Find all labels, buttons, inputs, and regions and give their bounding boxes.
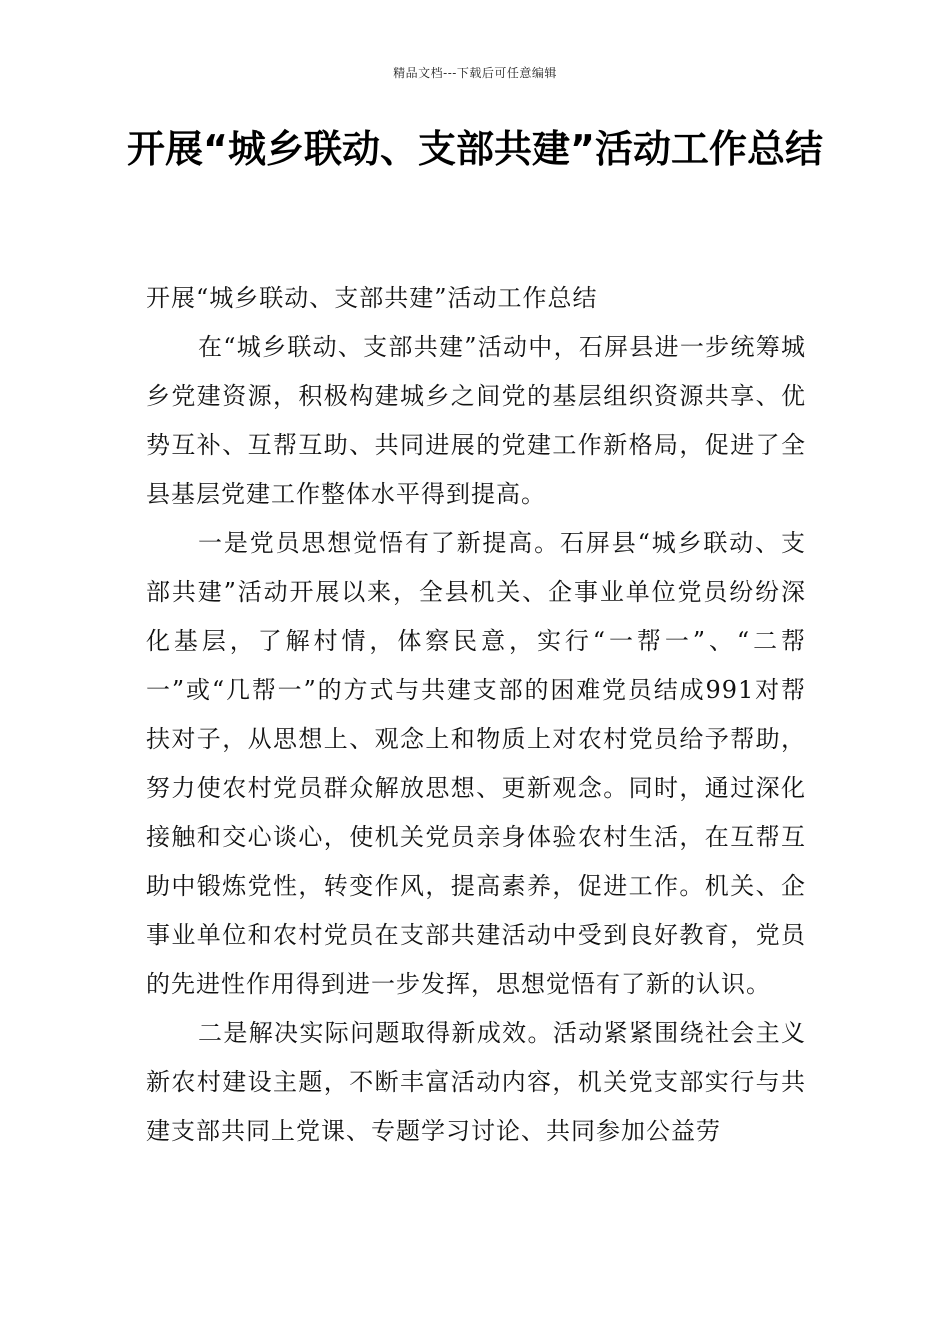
header-note: 精品文档---下载后可任意编辑 xyxy=(393,66,557,80)
document-body xyxy=(146,274,806,1156)
paragraph-point-two: 二是解决实际问题取得新成效。活动紧紧围绕社会主义新农村建设主题，不断丰富活动内容，机关党支部实行与共建支部共同上党课、专题学习讨论、共同参加公益劳 xyxy=(146,1019,806,1145)
document-title: 开展“城乡联动、支部共建”活动工作总结 xyxy=(127,127,823,171)
paragraph-intro: 在“城乡联动、支部共建”活动中，石屏县进一步统筹城乡党建资源，积极构建城乡之间党的基层组织资源共享、优势互补、互帮互助、共同进展的党建工作新格局，促进了全县基层党建工作整体水平得到提高。 xyxy=(146,333,806,508)
body-subtitle: 开展“城乡联动、支部共建”活动工作总结 xyxy=(146,284,598,312)
paragraph-point-one: 一是党员思想觉悟有了新提高。石屏县“城乡联动、支部共建”活动开展以来，全县机关、企事业单位党员纷纷深化基层，了解村情，体察民意，实行“一帮一”、“二帮一”或“几帮一”的方式与共建支部的困难党员结成991对帮扶对子，从思想上、观念上和物质上对农村党员给予帮助，努力使农村党员群众解放思想、更新观念。同时，通过深化接触和交心谈心，使机关党员亲身体验农村生活，在互帮互助中锻炼党性，转变作风，提高素养，促进工作。机关、企事业单位和农村党员在支部共建活动中受到良好教育，党员的先进性作用得到进一步发挥，思想觉悟有了新的认识。 xyxy=(146,529,806,998)
